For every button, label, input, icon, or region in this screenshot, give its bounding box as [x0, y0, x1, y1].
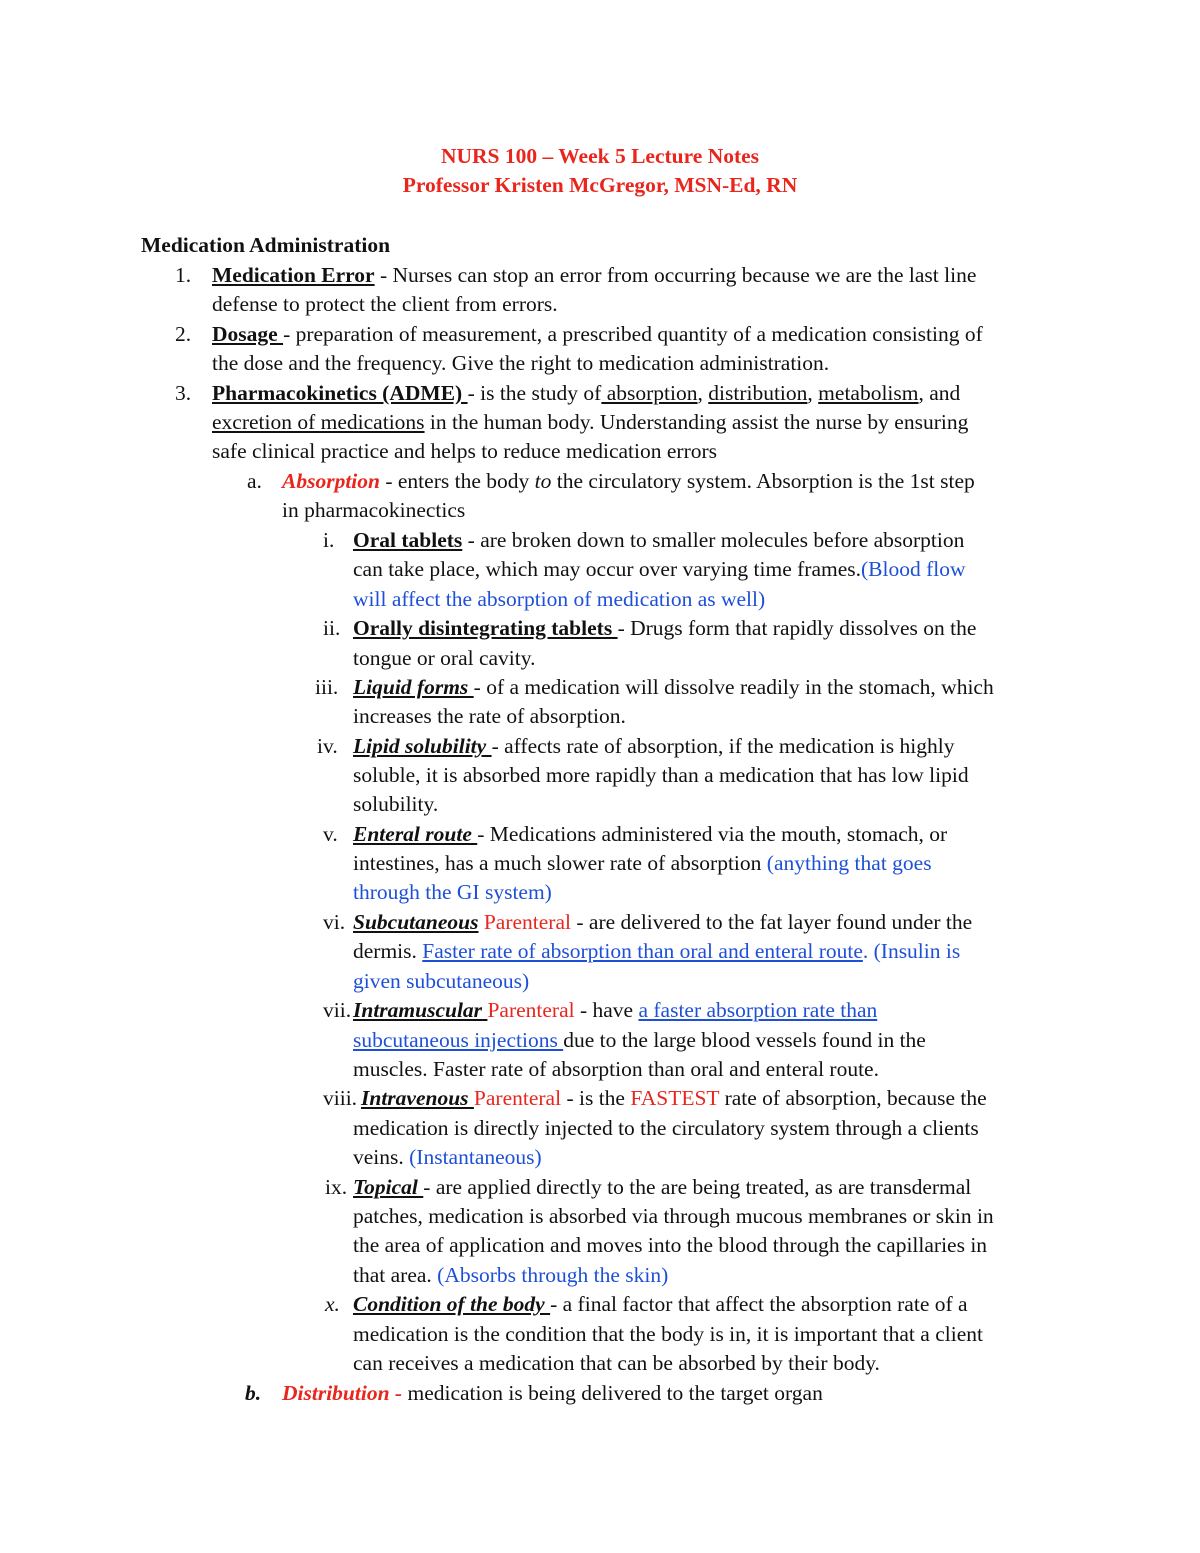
term: Medication Error — [212, 263, 375, 287]
term: Enteral route — [353, 822, 478, 846]
term: Subcutaneous — [353, 910, 479, 934]
list-item-continuation: veins. (Instantaneous) — [353, 1145, 542, 1169]
list-item-continuation: that area. (Absorbs through the skin) — [353, 1263, 669, 1287]
list-item: Oral tablets - are broken down to smaller molecules before absorption — [353, 528, 965, 552]
list-item-continuation: soluble, it is absorbed more rapidly than a medication that has low lipid — [353, 763, 969, 787]
list-marker: a. — [247, 469, 262, 493]
list-item-continuation: intestines, has a much slower rate of absorption (anything that goes — [353, 851, 932, 875]
list-item: Enteral route - Medications administered via the mouth, stomach, or — [353, 822, 948, 846]
list-item-continuation: safe clinical practice and helps to reduce medication errors — [212, 439, 718, 463]
list-marker: 3. — [175, 381, 192, 405]
list-item: Condition of the body - a final factor that affect the absorption rate of a — [353, 1292, 968, 1316]
list-marker: viii. — [323, 1086, 358, 1110]
list-item-continuation: can take place, which may occur over varying time frames.(Blood flow — [353, 557, 966, 581]
list-item-continuation: through the GI system) — [353, 880, 552, 904]
term: Pharmacokinetics (ADME) — [212, 381, 468, 405]
list-item-continuation: will affect the absorption of medication as well) — [353, 587, 766, 611]
list-marker: vii. — [323, 998, 352, 1022]
list-item-continuation: given subcutaneous) — [353, 969, 530, 993]
term: Intramuscular — [353, 998, 488, 1022]
list-item: Liquid forms - of a medication will dissolve readily in the stomach, which — [353, 675, 994, 699]
term: Orally disintegrating tablets — [353, 616, 618, 640]
term: Distribution — [282, 1381, 390, 1405]
list-item: Intramuscular Parenteral - have a faster absorption rate than — [353, 998, 878, 1022]
list-item: Intravenous Parenteral - is the FASTEST rate of absorption, because the — [361, 1086, 987, 1110]
term: Dosage — [212, 322, 284, 346]
list-item: Absorption - enters the body to the circulatory system. Absorption is the 1st step — [282, 469, 975, 493]
term: Lipid solubility — [353, 734, 492, 758]
list-item-continuation: medication is directly injected to the circulatory system through a clients — [353, 1116, 979, 1140]
list-marker: b. — [245, 1381, 262, 1405]
list-marker: v. — [323, 822, 338, 846]
list-item-continuation: excretion of medications in the human body. Understanding assist the nurse by ensuring — [212, 410, 969, 434]
document-subtitle: Professor Kristen McGregor, MSN-Ed, RN — [402, 173, 798, 197]
list-item: Topical - are applied directly to the are being treated, as are transdermal — [353, 1175, 972, 1199]
list-item-continuation: the area of application and moves into the blood through the capillaries in — [353, 1233, 988, 1257]
list-item-continuation: solubility. — [353, 792, 439, 816]
term: Topical — [353, 1175, 424, 1199]
list-item-continuation: muscles. Faster rate of absorption than oral and enteral route. — [353, 1057, 879, 1081]
list-item: Subcutaneous Parenteral - are delivered to the fat layer found under the — [353, 910, 973, 934]
list-item-continuation: increases the rate of absorption. — [353, 704, 626, 728]
list-item: Lipid solubility - affects rate of absorption, if the medication is highly — [353, 734, 955, 758]
list-marker: 1. — [175, 263, 192, 287]
term: Oral tablets — [353, 528, 463, 552]
term: Liquid forms — [353, 675, 474, 699]
list-marker: iv. — [317, 734, 338, 758]
list-marker: 2. — [175, 322, 192, 346]
list-item: Pharmacokinetics (ADME) - is the study of absorption, distribution, metabolism, and — [212, 381, 961, 405]
list-item-continuation: subcutaneous injections due to the large blood vessels found in the — [353, 1028, 926, 1052]
list-marker: i. — [323, 528, 335, 552]
list-marker: ii. — [323, 616, 341, 640]
list-item: Orally disintegrating tablets - Drugs form that rapidly dissolves on the — [353, 616, 977, 640]
list-marker: ix. — [325, 1175, 348, 1199]
list-item: Dosage - preparation of measurement, a prescribed quantity of a medication consisting of — [212, 322, 983, 346]
list-item-continuation: defense to protect the client from errors. — [212, 292, 558, 316]
list-item-continuation: can receives a medication that can be absorbed by their body. — [353, 1351, 880, 1375]
document-title: NURS 100 – Week 5 Lecture Notes — [440, 144, 760, 168]
term: Condition of the body — [353, 1292, 551, 1316]
section-heading: Medication Administration — [141, 233, 391, 257]
list-item-continuation: tongue or oral cavity. — [353, 646, 536, 670]
list-marker: iii. — [315, 675, 339, 699]
list-item-continuation: patches, medication is absorbed via through mucous membranes or skin in — [353, 1204, 994, 1228]
list-item-continuation: the dose and the frequency. Give the right to medication administration. — [212, 351, 830, 375]
list-item-continuation: in pharmacokinectics — [282, 498, 466, 522]
list-item-continuation: dermis. Faster rate of absorption than oral and enteral route. (Insulin is — [353, 939, 961, 963]
term: Intravenous — [361, 1086, 474, 1110]
list-item: Distribution - medication is being delivered to the target organ — [282, 1381, 823, 1405]
list-marker: vi. — [323, 910, 346, 934]
term: Absorption — [282, 469, 380, 493]
list-marker: x. — [325, 1292, 340, 1316]
list-item-continuation: medication is the condition that the body is in, it is important that a client — [353, 1322, 983, 1346]
list-item: Medication Error - Nurses can stop an error from occurring because we are the last line — [212, 263, 977, 287]
